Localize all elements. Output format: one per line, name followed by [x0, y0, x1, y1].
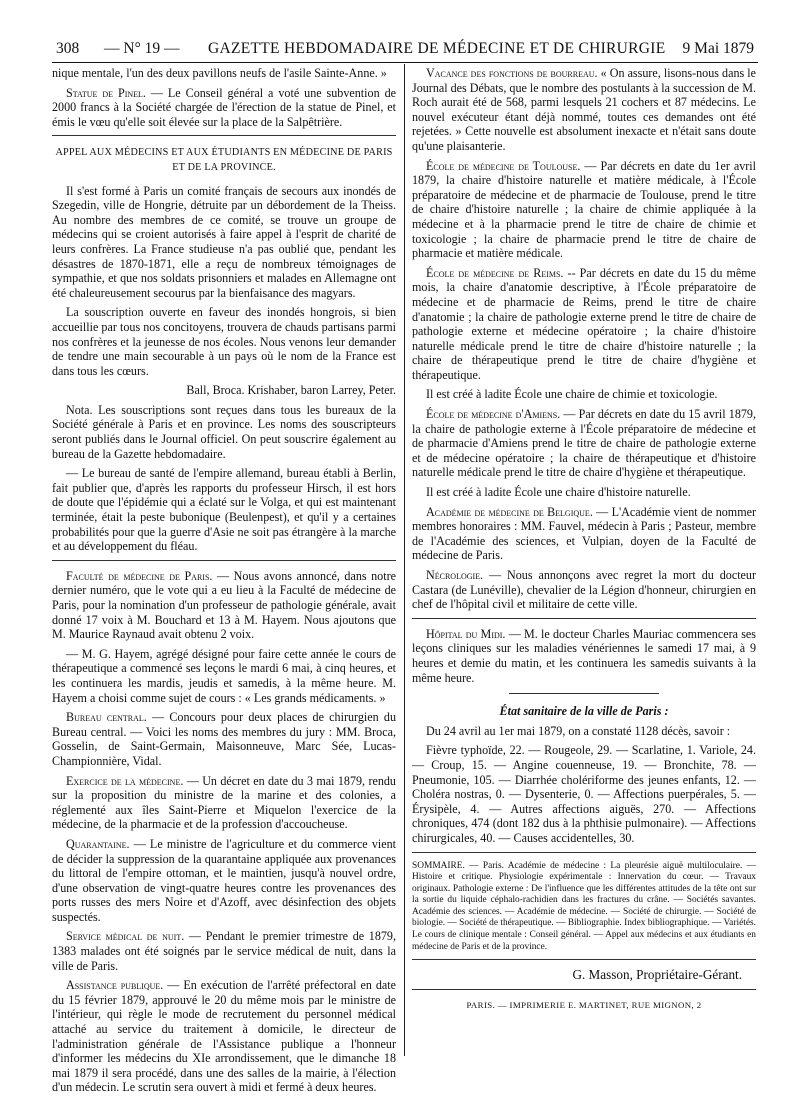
item-heading: Faculté de médecine de Paris.: [66, 568, 213, 583]
news-item-faculte: Faculté de médecine de Paris. — Nous avons annoncé, dans notre dernier numéro, que le vote qui a eu lieu à la Faculté de médecine de Paris, pour la nomination d'un professeur de pathologie générale, avait donné 17 voix à M. Bouchard et 13 à M. Hayem. Nous ajoutons que M. Maurice Raynaud avait obtenu 2 voix.: [52, 568, 396, 642]
appeal-nota: Nota. Les souscriptions sont reçues dans tous les bureaux de la Société générale à Paris et en province. Les noms des souscripteurs seront publiés dans le Journal officiel. On peut souscrire également au bureau de la Gazette hebdomadaire.: [52, 402, 396, 461]
item-heading: Hôpital du Midi.: [426, 626, 506, 641]
header-rule: [52, 62, 758, 63]
item-heading: Exercice de la médecine.: [66, 773, 184, 788]
sanitary-title: État sanitaire de la ville de Paris :: [499, 704, 669, 719]
right-column: [412, 66, 756, 1012]
section-rule: [52, 135, 396, 136]
news-item-pinel: Statue de Pinel. — Le Conseil général a voté une subvention de 2000 francs à la Société chargée de l'érection de la statue de Pinel, et émis le vœu qu'elle soit élevée sur la place de la Salpêtrière.: [52, 85, 396, 129]
news-item-belgique: Académie de médecine de Belgique. — L'Académie vient de nommer membres honoraires : MM. Fauvel, médecin à Paris ; Pasteur, membre de l'Académie des sciences, et Vulpian, doyen de la Faculté de médecine de Paris.: [412, 504, 756, 563]
left-column: [52, 66, 396, 1100]
news-item-reims: École de médecine de Reims. -- Par décrets en date du 15 du même mois, la chaire d'anatomie descriptive, à l'École préparatoire de médecine et de pharmacie de Reims, prend le titre de chaire d'anatomie ; la chaire de pathologie externe prend le titre de chaire de pathologie externe et médecine opératoire ; la chaire d'histoire naturelle médicale prend le titre de chaire d'histoire naturelle ; la chaire de thérapeutique prend le titre de chaire d'hygiène et thérapeutique.: [412, 265, 756, 382]
news-item-bourreau: Vacance des fonctions de bourreau. « On assure, lisons-nous dans le Journal des Débats, que le nombre des postulants à la succession de M. Roch aurait été de 568, parmi lesquels 21 cochers et 87 médecins. Le nouvel exécuteur étant déjà nommé, toutes ces demandes ont été rejetées. » Cette nouvelle est absolument inexacte et n'était sans doute qu'une plaisanterie.: [412, 66, 756, 153]
news-item-quarantaine: Quarantaine. — Le ministre de l'agriculture et du commerce vient de décider la suppression de la quarantaine appliquée aux provenances du littoral de l'empire ottoman, et le maintien, jusqu'à nouvel ordre, d'une observation de vingt-quatre heures contre les provenances des ports russes des mers Noire et d'Azoff, avec désinfection des objets suspectés.: [52, 836, 396, 924]
item-heading: Bureau central.: [66, 710, 147, 725]
section-rule: [412, 989, 756, 990]
section-rule: [412, 852, 756, 853]
appeal-paragraph: Il s'est formé à Paris un comité français de secours aux inondés de Szegedin, ville de Hongrie, détruite par un débordement de la Theiss. Au nombre des membres de ce comité, se trouve un groupe de médecins qui se croient autorisés à faire appel à l'esprit de charité de leurs confrères. La France studieuse n'a pas oublié que, pendant les désastres de 1870-1871, elle a reçu de nombreux témoignages de sympathie, et que nos soldats prisonniers et malades en Allemagne ont été chaleureusement secourus par la bienfaisance des magyars.: [52, 183, 396, 300]
journal-title: GAZETTE HEBDOMADAIRE DE MÉDECINE ET DE CHIRURGIE: [208, 40, 666, 57]
news-item-hayem: — M. G. Hayem, agrégé désigné pour faire cette année le cours de thérapeutique a commencé ses leçons le mardi 6 mai, à cinq heures, et les continuera les mardis, jeudis et samedis, à la même heure. M. Hayem a choisi comme sujet de cours : « Les grands médicaments. »: [52, 646, 396, 705]
news-item-bureau: Bureau central. — Concours pour deux places de chirurgien du Bureau central. — Voici les noms des membres du jury : MM. Broca, Gosselin, de Saint-Germain, Maisonneuve, Marc Sée, Lucas-Championnière, Vidal.: [52, 710, 396, 768]
item-heading: Assistance publique.: [66, 978, 164, 993]
printer-imprint: PARIS. — IMPRIMERIE E. MARTINET, RUE MIGNON, 2: [466, 999, 702, 1010]
news-item-berlin: — Le bureau de santé de l'empire allemand, bureau établi à Berlin, fait publier que, d'après les rapports du professeur Hirsch, il est hors de doute que l'épidémie qui a éclaté sur le Volga, et qui est maintenant terminée, était la peste bubonique (Beulenpest), et qu'il y a certaines probabilités pour que la guerre d'Asie ne soit pas étrangère à la marche et au développement du fléau.: [52, 466, 396, 554]
news-item-toulouse: École de médecine de Toulouse. — Par décrets en date du 1er avril 1879, la chaire d'histoire naturelle et matière médicale, à l'École préparatoire de médecine et de pharmacie de Toulouse, prend le titre de chaire d'histoire naturelle ; la chaire de chimie appliquée à la médecine et à la pharmacie prend le titre de chaire de chimie et toxicologie ; la chaire de pharmacie prend le titre de chaire de pharmacie et matière médicale.: [412, 158, 756, 261]
item-heading: Service médical de nuit.: [66, 929, 185, 944]
sanitary-statistics: Fièvre typhoïde, 22. — Rougeole, 29. — Scarlatine, 1. Variole, 24. — Croup, 15. — Angine couenneuse, 19. — Bronchite, 78. — Pneumonie, 105. — Diarrhée cholériforme des jeunes enfants, 12. — Choléra nostras, 0. — Dysenterie, 0. — Affections puerpérales, 5. — Érysipèle, 4. — Autres affections aiguës, 270. — Affections chroniques, 474 (dont 182 dus à la phthisie pulmonaire). — Affections chirurgicales, 40. — Causes accidentelles, 30.: [412, 743, 756, 845]
running-header: [52, 34, 758, 60]
page-number: 308: [56, 40, 80, 57]
appeal-paragraph: La souscription ouverte en faveur des inondés hongrois, si bien accueillie par tous nos concitoyens, trouvera de chauds partisans parmi nos confrères et la jeunesse de nos écoles. Nous venons leur demander de tendre une main secourable à un pays où le nom de la France est dans tous les cœurs.: [52, 305, 396, 378]
section-rule: [412, 959, 756, 960]
item-heading: École de médecine d'Amiens.: [426, 407, 561, 422]
item-heading: Académie de médecine de Belgique.: [426, 504, 593, 519]
appeal-signatures: Ball, Broca. Krishaber, baron Larrey, Peter.: [186, 383, 396, 398]
issue-summary: SOMMAIRE. — Paris. Académie de médecine : La pleurésie aiguë multiloculaire. — Histoire et critique. Physiologie expérimentale : Innervation du cœur. — Travaux originaux. Pathologie externe : De l'influence que les différentes attitudes de la tête ont sur la sortie du liquide céphalo-rachidien dans les fractures du crâne. — Sociétés savantes. Académie des sciences. — Académie de médecine. — Société de chirurgie. — Société de biologie. — Société de thérapeutique. — Bibliographie. Index bibliographique. — Variétés. Le cours de clinique mentale : Conseil général. — Appel aux médecins et aux étudiants en médecine de Paris et de la province.: [412, 860, 756, 952]
appeal-title: APPEL AUX MÉDECINS ET AUX ÉTUDIANTS EN MÉDECINE DE PARIS ET DE LA PROVINCE.: [55, 147, 393, 173]
item-heading: Vacance des fonctions de bourreau.: [426, 66, 598, 80]
section-rule: [52, 560, 396, 561]
section-rule: [412, 618, 756, 619]
item-heading: École de médecine de Reims.: [426, 265, 564, 280]
issue-number: — N° 19 —: [104, 40, 180, 57]
issue-date: 9 Mai 1879: [682, 40, 754, 57]
news-item-amiens-extra: Il est créé à ladite École une chaire d'histoire naturelle.: [426, 485, 691, 500]
item-heading: Statue de Pinel.: [66, 85, 146, 100]
item-heading: Nécrologie.: [426, 568, 484, 582]
publisher-signature: G. Masson, Propriétaire-Gérant.: [572, 967, 742, 983]
news-item-reims-extra: Il est créé à ladite École une chaire de chimie et toxicologie.: [426, 387, 718, 402]
news-item-amiens: École de médecine d'Amiens. — Par décrets en date du 15 avril 1879, la chaire de pathologie externe à l'École préparatoire de médecine et de pharmacie d'Amiens prend le titre de chaire de pathologie externe et de médecine opératoire ; la chaire de thérapeutique et d'histoire naturelle médicale prend le titre de chaire d'hygiène et thérapeutique.: [412, 407, 756, 480]
news-item-exercice: Exercice de la médecine. — Un décret en date du 3 mai 1879, rendu sur la proposition du ministre de la marine et des colonies, a réglementé aux îles Saint-Pierre et Miquelon l'exercice de la médecine, de la pharmacie et de la profession d'accoucheuse.: [52, 773, 396, 832]
news-item-hopital-midi: Hôpital du Midi. — M. le docteur Charles Mauriac commencera ses leçons cliniques sur les maladies vénériennes le samedi 17 mai, à 9 heures et demie du matin, et les continuera les samedis suivants à la même heure.: [412, 626, 756, 685]
item-heading: École de médecine de Toulouse.: [426, 158, 581, 173]
news-item-assistance: Assistance publique. — En exécution de l'arrêté préfectoral en date du 15 février 1879, approuvé le 20 du même mois par le ministre de l'intérieur, qui règle le mode de recrutement du personnel médical attaché au service du traitement à domicile, le directeur de l'administration générale de l'Assistance publique a l'honneur d'informer les médecins du XIe arrondissement, que le dimanche 18 mai 1879 il sera procédé, dans une des salles de la mairie, à l'élection d'un médecin. Le scrutin sera ouvert à midi et fermé à deux heures.: [52, 978, 397, 1095]
item-heading: Quarantaine.: [66, 836, 130, 851]
paragraph-continued: nique mentale, l'un des deux pavillons neufs de l'asile Sainte-Anne. »: [52, 66, 387, 80]
sanitary-intro: Du 24 avril au 1er mai 1879, on a constaté 1128 décès, savoir :: [426, 723, 731, 738]
news-item-service-nuit: Service médical de nuit. — Pendant le premier trimestre de 1879, 1383 malades ont été soignés par le service médical de nuit, dans la ville de Paris.: [52, 929, 396, 973]
news-item-necrologie: Nécrologie. — Nous annonçons avec regret la mort du docteur Castara (de Lunéville), chevalier de la Légion d'honneur, chirurgien en chef de l'hôpital civil et militaire de cette ville.: [412, 568, 756, 612]
short-rule: [509, 693, 659, 694]
column-divider: [404, 64, 405, 1056]
